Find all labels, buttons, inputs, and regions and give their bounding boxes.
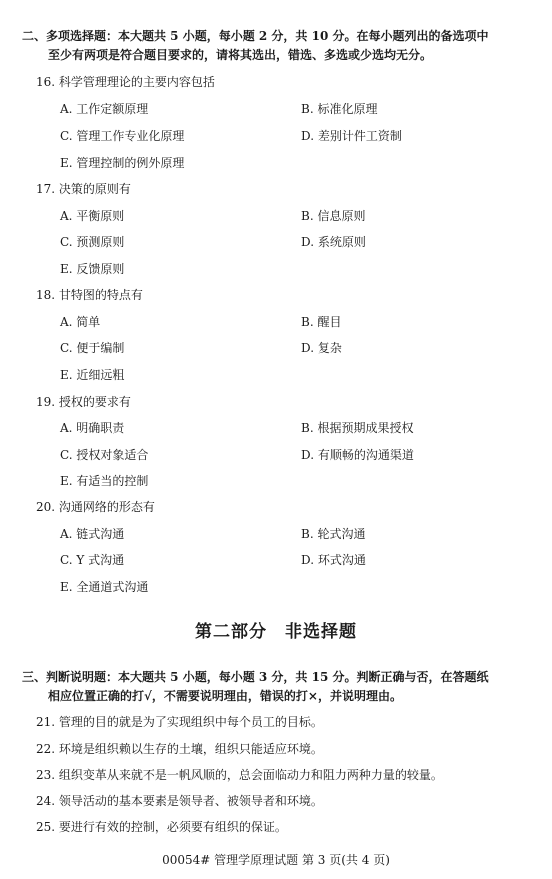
option-c: C. Y 式沟通 bbox=[60, 553, 125, 567]
section2-heading-line1: 二、多项选择题：本大题共 5 小题，每小题 2 分，共 10 分。在每小题列出的备选项中 bbox=[22, 29, 489, 43]
question-stem: 18. 甘特图的特点有 bbox=[36, 288, 143, 302]
option-b: B. 标准化原理 bbox=[301, 102, 378, 116]
option-a: A. 简单 bbox=[60, 315, 101, 329]
question-stem: 16. 科学管理理论的主要内容包括 bbox=[36, 75, 215, 89]
option-b: B. 醒目 bbox=[301, 315, 342, 329]
option-b: B. 轮式沟通 bbox=[301, 527, 366, 541]
option-d: D. 环式沟通 bbox=[301, 553, 366, 567]
option-c: C. 授权对象适合 bbox=[60, 448, 149, 462]
section3-heading-line2: 相应位置正确的打√，不需要说明理由，错误的打×，并说明理由。 bbox=[48, 689, 402, 703]
option-d: D. 有顺畅的沟通渠道 bbox=[301, 448, 414, 462]
judgment-21: 21. 管理的目的就是为了实现组织中每个员工的目标。 bbox=[36, 715, 323, 729]
judgment-24: 24. 领导活动的基本要素是领导者、被领导者和环境。 bbox=[36, 794, 323, 808]
judgment-23: 23. 组织变革从来就不是一帆风顺的，总会面临动力和阻力两种力量的较量。 bbox=[36, 768, 443, 782]
option-d: D. 复杂 bbox=[301, 341, 342, 355]
option-b: B. 根据预期成果授权 bbox=[301, 421, 414, 435]
page-footer: 00054# 管理学原理试题 第 3 页(共 4 页) bbox=[162, 853, 390, 867]
question-stem: 20. 沟通网络的形态有 bbox=[36, 500, 155, 514]
option-c: C. 管理工作专业化原理 bbox=[60, 129, 185, 143]
option-a: A. 明确职责 bbox=[60, 421, 125, 435]
option-e: E. 全通道式沟通 bbox=[60, 580, 149, 594]
option-a: A. 链式沟通 bbox=[60, 527, 125, 541]
option-c: C. 预测原则 bbox=[60, 235, 125, 249]
option-d: D. 差别计件工资制 bbox=[301, 129, 402, 143]
option-b: B. 信息原则 bbox=[301, 209, 366, 223]
question-stem: 17. 决策的原则有 bbox=[36, 182, 131, 196]
option-e: E. 管理控制的例外原理 bbox=[60, 156, 185, 170]
option-a: A. 平衡原则 bbox=[60, 209, 125, 223]
option-a: A. 工作定额原理 bbox=[60, 102, 149, 116]
judgment-22: 22. 环境是组织赖以生存的土壤，组织只能适应环境。 bbox=[36, 742, 323, 756]
section2-heading-line2: 至少有两项是符合题目要求的，请将其选出，错选、多选或少选均无分。 bbox=[48, 48, 433, 62]
judgment-25: 25. 要进行有效的控制，必须要有组织的保证。 bbox=[36, 820, 287, 834]
option-e: E. 近细远粗 bbox=[60, 368, 125, 382]
option-d: D. 系统原则 bbox=[301, 235, 366, 249]
option-e: E. 反馈原则 bbox=[60, 262, 125, 276]
section3-heading-line1: 三、判断说明题：本大题共 5 小题，每小题 3 分，共 15 分。判断正确与否，在答题纸 bbox=[22, 670, 489, 684]
option-c: C. 便于编制 bbox=[60, 341, 125, 355]
part2-title: 第二部分 非选择题 bbox=[195, 622, 357, 642]
option-e: E. 有适当的控制 bbox=[60, 474, 149, 488]
question-stem: 19. 授权的要求有 bbox=[36, 395, 131, 409]
